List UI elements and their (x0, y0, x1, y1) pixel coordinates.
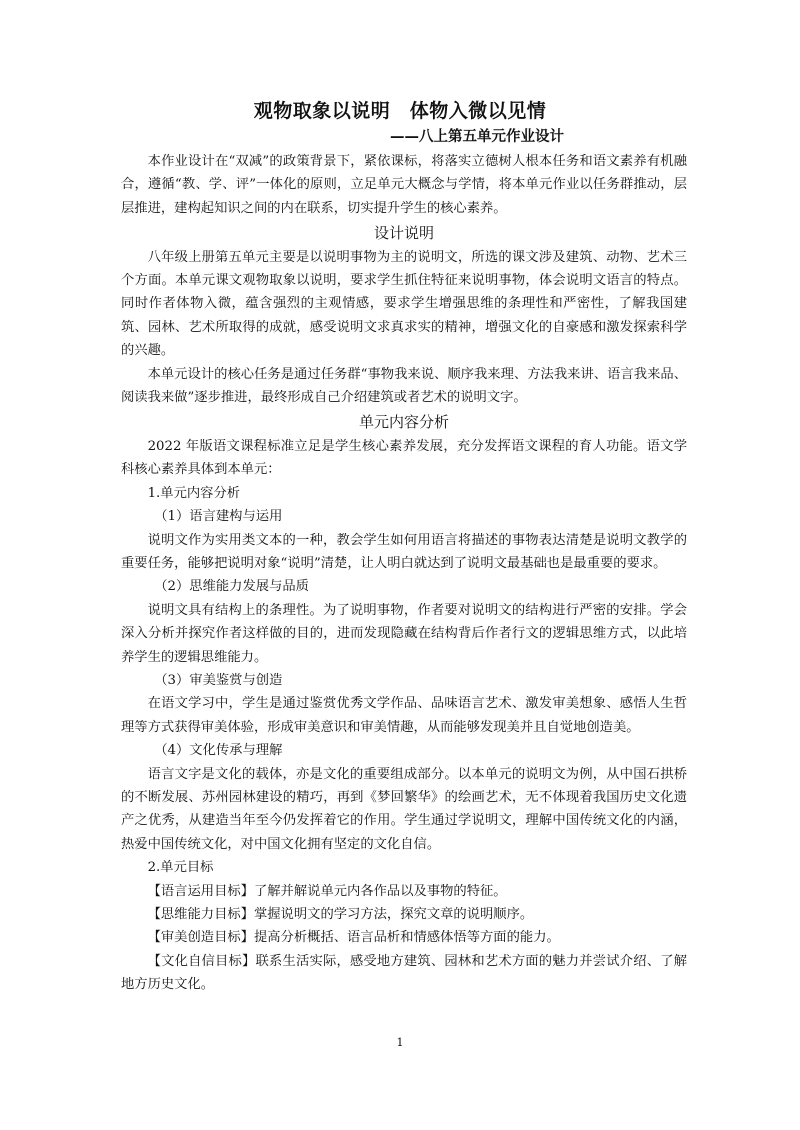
document-body (121, 150, 687, 997)
intro-paragraph: 本作业设计在“双减”的政策背景下，紧依课标，将落实立德树人根本任务和语文素养有机融合，遵循“教、学、评”一体化的原则，立足单元大概念与学情，将本单元作业以任务群推动，层层推进，建构起知识之间的内在联系，切实提升学生的核心素养。 (121, 154, 687, 216)
item-heading-2: 2.单元目标 (147, 860, 214, 876)
sub-heading-1: （1）语言建构与运用 (154, 509, 283, 525)
goal-language: 【语言运用目标】了解并解说单元内各作品以及事物的特征。 (147, 883, 507, 899)
document-title: 观物取象以说明 体物入微以见情 (253, 100, 547, 122)
sub-text-2: 说明文具有结构上的条理性。为了说明事物，作者要对说明文的结构进行严密的安排。学会深入分析并探究作者这样做的目的，进而发现隐藏在结构背后作者行文的逻辑思维方式，以此培养学生的逻辑思维能力。 (121, 602, 687, 665)
section-heading-analysis: 单元内容分析 (358, 413, 449, 432)
analysis-intro: 2022 年版语文课程标准立足是学生核心素养发展，充分发挥语文课程的育人功能。语文学科核心素养具体到本单元： (121, 438, 687, 478)
goal-thinking: 【思维能力目标】掌握说明文的学习方法，探究文章的说明顺序。 (147, 907, 534, 922)
document-subtitle: ——八上第五单元作业设计 (390, 129, 564, 145)
sub-heading-4: （4）文化传承与理解 (154, 743, 283, 759)
goal-culture: 【文化自信目标】联系生活实际，感受地方建筑、园林和艺术方面的魅力并尝试介绍、了解地方历史文化。 (121, 953, 687, 993)
sub-text-4: 语言文字是文化的载体，亦是文化的重要组成部分。以本单元的说明文为例，从中国石拱桥的不断发展、苏州园林建设的精巧，再到《梦回繁华》的绘画艺术，无不体现着我国历史文化遗产之优秀，从建造当年至今仍发挥着它的作用。学生通过学说明文，理解中国传统文化的内涵，热爱中国传统文化，对中国文化拥有坚定的文化自信。 (121, 766, 687, 852)
item-heading-1: 1.单元内容分析 (147, 485, 241, 501)
design-paragraph-2: 本单元设计的核心任务是通过任务群“事物我来说、顺序我来理、方法我来讲、语言我来品、阅读我来做”逐步推进，最终形成自己介绍建筑或者艺术的说明文字。 (121, 366, 687, 406)
section-heading-design: 设计说明 (373, 224, 434, 243)
sub-heading-3: （3）审美鉴赏与创造 (154, 672, 283, 688)
design-paragraph-1: 八年级上册第五单元主要是以说明事物为主的说明文，所选的课文涉及建筑、动物、艺术三个方面。本单元课文观物取象以说明，要求学生抓住特征来说明事物，体会说明文语言的特点。同时作者体物入微，蕴含强烈的主观情感，要求学生增强思维的条理性和严密性，了解我国建筑、园林、艺术所取得的成就，感受说明文求真求实的精神，增强文化的自豪感和激发探索科学的兴趣。 (121, 249, 687, 359)
sub-text-1: 说明文作为实用类文本的一种，教会学生如何用语言将描述的事物表达清楚是说明文教学的重要任务，能够把说明对象“说明”清楚，让人明白就达到了说明文最基础也是最重要的要求。 (121, 532, 687, 571)
sub-heading-2: （2）思维能力发展与品质 (154, 579, 309, 595)
page-number: 1 (396, 1036, 404, 1049)
goal-aesthetic: 【审美创造目标】提高分析概括、语言品析和情感体悟等方面的能力。 (147, 930, 560, 946)
sub-text-3: 在语文学习中，学生是通过鉴赏优秀文学作品、品味语言艺术、激发审美想象、感悟人生哲理等方式获得审美体验，形成审美意识和审美情趣，从而能够发现美并且自觉地创造美。 (121, 696, 687, 735)
